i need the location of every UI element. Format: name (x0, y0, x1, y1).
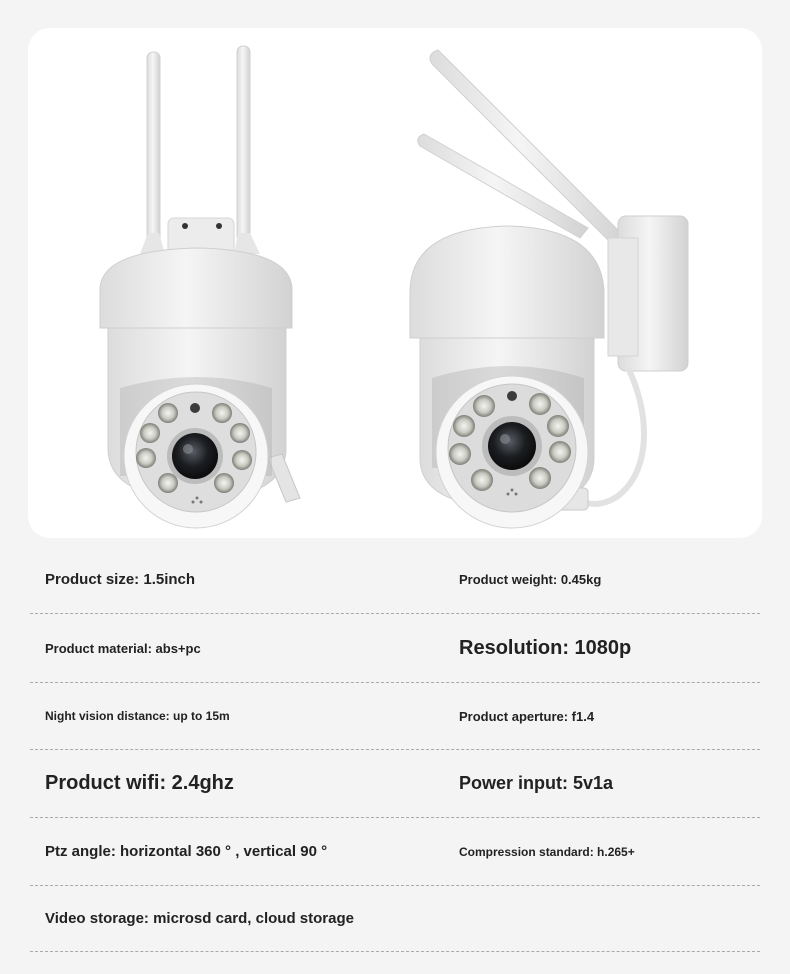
product-photos (28, 28, 762, 538)
spec-compression: Compression standard: h.265+ (459, 844, 635, 859)
spec-row (30, 614, 760, 683)
spec-product-material: Product material: abs+pc (45, 640, 201, 656)
specs-table (30, 546, 760, 952)
product-photo-card (28, 28, 762, 538)
spec-aperture: Product aperture: f1.4 (459, 708, 595, 724)
camera-side-view (410, 50, 688, 528)
spec-video-storage: Video storage: microsd card, cloud storage (45, 910, 354, 927)
spec-product-size: Product size: 1.5inch (45, 571, 196, 588)
spec-product-weight: Product weight: 0.45kg (459, 572, 602, 587)
spec-resolution: Resolution: 1080p (459, 636, 632, 659)
spec-row (30, 750, 760, 818)
camera-front-view (100, 46, 300, 528)
spec-row (30, 546, 760, 614)
spec-wifi: Product wifi: 2.4ghz (45, 772, 234, 794)
spec-row (30, 818, 760, 886)
spec-power-input: Power input: 5v1a (459, 773, 614, 793)
spec-night-vision: Night vision distance: up to 15m (45, 709, 230, 723)
spec-row (30, 886, 760, 952)
spec-row (30, 683, 760, 750)
spec-ptz-angle: Ptz angle: horizontal 360 ° , vertical 90 ° (45, 843, 328, 860)
